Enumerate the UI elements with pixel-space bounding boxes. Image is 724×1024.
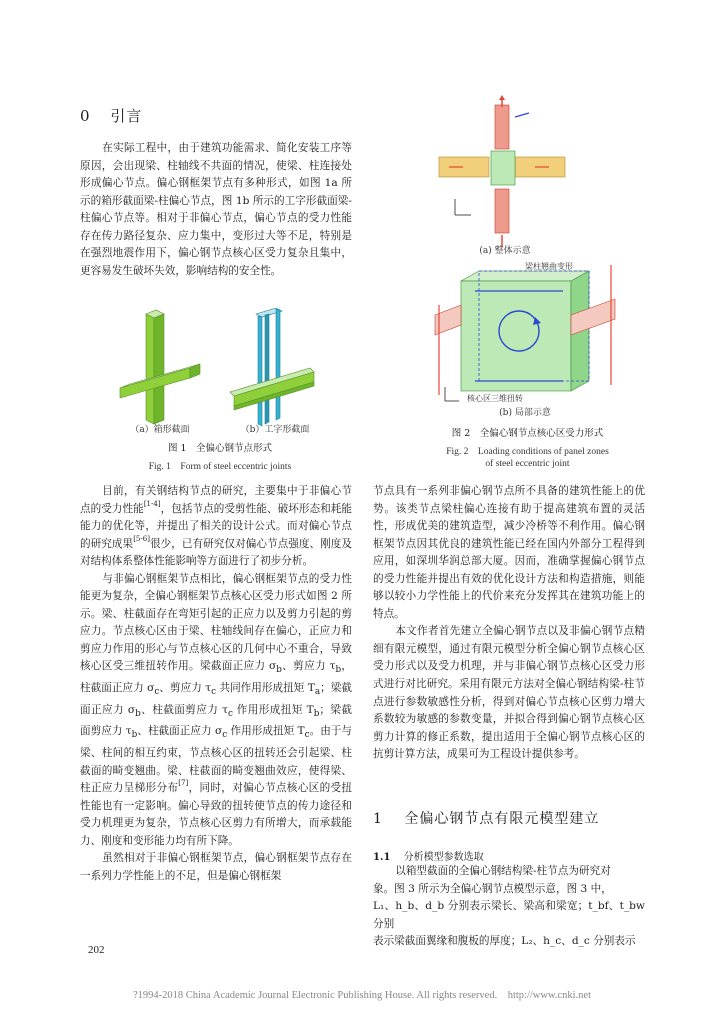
left-paragraph-2: 与非偏心钢框架节点相比，偏心钢框架节点的受力性能更为复杂，全偏心钢框架节点核心区受力形式如图 2 所示。梁、柱截面存在弯矩引起的正应力以及剪力引起的剪应力。节点核心区由于梁、柱轴线间存在偏心，正应力和剪应力作用的形心与节点核心区的几何中心不重合，导致核心区受三维扭转作用。梁截面正应力 $\sigma_b$、剪应力 $\tau_b$，柱截面正应力 $\sigma_c$、剪应力 $\tau_c$ 共同作用形成扭矩 $T_a$；梁截面正应力 $\sigma_b$、柱截面剪应力 $\tau_c$ 作用形成扭矩 $T_b$；梁截面剪应力 $\tau_b$、柱截面正应力 $\sigma_c$ 作用形成扭矩 $T_c$。由于与梁、柱间的相互约束，节点核心区的扭转还会引起梁、柱截面的畸变翘曲。梁、柱截面的畸变翘曲效应，使得梁、柱正应力呈梯形分布[7]，同时，对偏心节点核心区的受扭性能也有一定影响。偏心导致的扭转使节点的传力途径和受力机理更为复杂，节点核心区剪力有所增大，而承载能力、刚度和变形能力均有所下降。: [80, 572, 353, 847]
section-1-title: 全偏心钢节点有限元模型建立: [404, 811, 600, 827]
figure-2-torsion-label: 核心区三维扭转: [467, 394, 523, 403]
intro-paragraph: [80, 140, 352, 280]
copyright-footer: ?1994-2018 China Academic Journal Electronic Publishing House. All rights reserved. http://www.cnki.net: [132, 990, 592, 1001]
figure-2-drawing: [415, 95, 640, 425]
figure-2: [415, 95, 640, 475]
figure-1a-label: （a）箱形截面: [130, 425, 190, 435]
subsection-number: 1.1: [373, 852, 391, 863]
intro-text: 在实际工程中，由于建筑功能需求、简化安装工序等原因，会出现梁、柱轴线不共面的情况，使梁、柱连接处形成偏心节点。偏心钢框架节点有多种形式，如图 1a 所示的箱形截面梁-柱偏心节点，图 1b 所示的工字形截面梁-柱偏心节点等。相对于非偏心节点，偏心节点的受力性能存在传力路径复杂、应力集中，变形过大等不足，特别是在强烈地震作用下，偏心钢节点核心区受力复杂且集中，更容易发生破坏失效，影响结构的安全性。: [80, 142, 352, 277]
figure-1-caption-zh: 图 1 全偏心钢节点形式: [167, 443, 273, 454]
local-joint-diagram: [435, 265, 615, 401]
figure-2b-label: (b) 局部示意: [499, 408, 551, 418]
left-paragraph-3: 虽然相对于非偏心钢框架节点，偏心钢框架节点存在一系列力学性能上的不足，但是偏心钢框架: [80, 852, 352, 882]
page-number: 202: [88, 944, 105, 956]
figure-1-caption-en: Fig. 1 Form of steel eccentric joints: [148, 462, 292, 472]
right-p3-line-4: 表示梁截面翼缘和腹板的厚度；L₂、h_c、d_c 分别表示: [373, 935, 636, 948]
right-p3-line-3: L₁、h_b、d_b 分别表示梁长、梁高和梁宽；t_bf、t_bw 分别: [373, 900, 645, 930]
figure-2-caption-en-2: of steel eccentric joint: [485, 459, 570, 469]
section-0-heading: [80, 105, 142, 126]
right-p3-line-2: 象。图 3 所示为全偏心钢节点模型示意，图 3 中，: [373, 882, 612, 895]
figure-1-drawing: [100, 308, 340, 428]
section-1-number: 1: [373, 811, 383, 827]
figure-2a-label: (a) 整体示意: [479, 246, 531, 256]
right-paragraph-1: 节点具有一系列非偏心钢节点所不具备的建筑性能上的优势。该类节点梁柱偏心连接有助于提高建筑布置的灵活性，形成优美的建筑造型，减少冷桥等不利作用。偏心钢框架节点因其优良的建筑性能已经在国内外部分工程得到应用，如深圳华润总部大厦。因而，准确掌握偏心钢节点的受力性能并提出有效的优化设计方法和构造措施，则能够以较小力学性能上的代价来充分发挥其在建筑功能上的特点。: [373, 485, 645, 620]
figure-1: [100, 308, 340, 483]
subsection-title: 分析模型参数选取: [403, 852, 484, 863]
section-1-heading: [373, 808, 599, 828]
figure-2-caption-zh: 图 2 全偏心钢节点核心区受力形式: [451, 428, 604, 439]
box-section-joint-diagram: [120, 310, 200, 424]
overall-joint-diagram: [439, 95, 565, 247]
right-paragraph-2: 本文作者首先建立全偏心钢节点以及非偏心钢节点精细有限元模型，通过有限元模型分析全偏心钢节点核心区受力形式以及受力机理，并与非偏心钢节点核心区受力形式进行对比研究。采用有限元方法对全偏心钢结构梁-柱节点进行参数敏感性分析，得到对偏心节点核心区剪力增大系数较为敏感的参数变量，并拟合得到偏心钢节点核心区剪力计算的修正系数，提出适用于全偏心钢节点核心区的抗剪计算方法，成果可为工程设计提供参考。: [373, 625, 645, 761]
figure-2-warp-label: 梁柱翘曲变形: [525, 262, 573, 271]
section-title: 引言: [110, 107, 143, 125]
subsection-1-1-heading: [373, 848, 484, 863]
figure-2-caption-en-1: Fig. 2 Loading conditions of panel zones: [446, 447, 609, 457]
figure-1b-label: （b）工字形截面: [240, 425, 310, 435]
left-column-body: [80, 483, 352, 885]
right-p3-line-1: 以箱型截面的全偏心钢结构梁-柱节点为研究对: [395, 865, 611, 877]
i-section-joint-diagram: [230, 308, 314, 426]
right-paragraph-3: [373, 863, 645, 951]
left-paragraph-1: 目前，有关钢结构节点的研究，主要集中于非偏心节点的受力性能[1-4]，包括节点的受剪性能、破坏形态和耗能能力的优化等，并提出了相关的设计公式。而对偏心节点的研究成果[5-6]很少，已有研究仅对偏心节点强度、刚度及对结构体系整体性能影响等方面进行了初步分析。: [80, 485, 353, 568]
right-column-body: [373, 483, 645, 764]
section-number: 0: [80, 107, 91, 125]
